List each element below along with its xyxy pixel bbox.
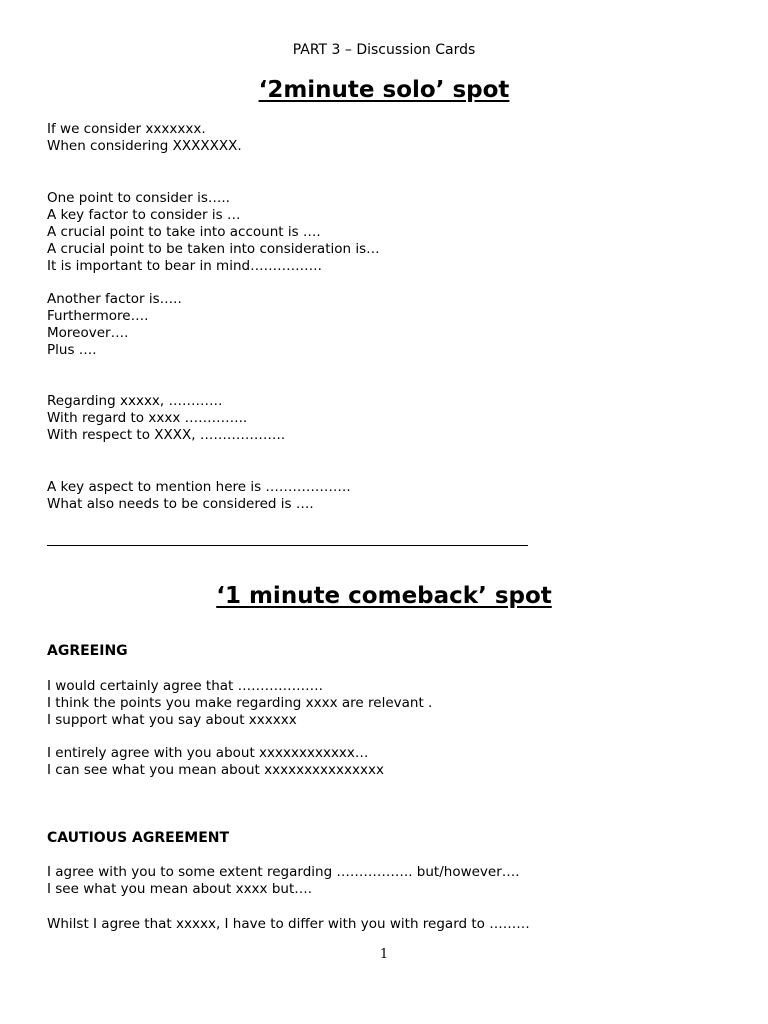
phrase-line: One point to consider is….. bbox=[47, 190, 230, 206]
phrase-line: It is important to bear in mind……………. bbox=[47, 258, 322, 274]
heading-agreeing: AGREEING bbox=[47, 643, 128, 659]
phrase-group bbox=[47, 479, 351, 513]
phrase-line: I support what you say about xxxxxx bbox=[47, 712, 297, 728]
document-header: PART 3 – Discussion Cards bbox=[292, 42, 476, 58]
phrase-group bbox=[47, 745, 384, 779]
phrase-group bbox=[47, 678, 432, 729]
phrase-line: I see what you mean about xxxx but…. bbox=[47, 881, 313, 897]
phrase-line: I would certainly agree that ………………. bbox=[47, 678, 323, 694]
phrase-line: Plus …. bbox=[47, 342, 97, 358]
phrase-line: I can see what you mean about xxxxxxxxxxxxxxx bbox=[47, 762, 384, 778]
phrase-line: What also needs to be considered is …. bbox=[47, 496, 314, 512]
phrase-group bbox=[47, 291, 182, 359]
heading-cautious-agreement: CAUTIOUS AGREEMENT bbox=[47, 830, 230, 846]
phrase-line: A crucial point to be taken into consideration is… bbox=[47, 241, 380, 257]
phrase-line: When considering XXXXXXX. bbox=[47, 138, 242, 154]
section-title-solo: ‘2minute solo’ spot bbox=[258, 77, 510, 103]
phrase-group bbox=[47, 121, 242, 155]
phrase-line: Moreover…. bbox=[47, 325, 129, 341]
page-number: 1 bbox=[379, 947, 389, 962]
section-title-comeback: ‘1 minute comeback’ spot bbox=[216, 583, 552, 609]
phrase-line: Whilst I agree that xxxxx, I have to differ with you with regard to ……… bbox=[47, 916, 530, 932]
phrase-group bbox=[47, 393, 285, 444]
phrase-line: I think the points you make regarding xxxx are relevant . bbox=[47, 695, 433, 711]
phrase-line: With regard to xxxx ………….. bbox=[47, 410, 248, 426]
phrase-group bbox=[47, 864, 520, 898]
phrase-line: A key factor to consider is … bbox=[47, 207, 241, 223]
phrase-line: Furthermore…. bbox=[47, 308, 149, 324]
phrase-line: If we consider xxxxxxx. bbox=[47, 121, 206, 137]
phrase-line: I agree with you to some extent regarding …………….. but/however…. bbox=[47, 864, 520, 880]
phrase-line: With respect to XXXX, ………………. bbox=[47, 427, 286, 443]
phrase-line: A key aspect to mention here is ………………. bbox=[47, 479, 351, 495]
phrase-line: Regarding xxxxx, ………… bbox=[47, 393, 223, 409]
phrase-group bbox=[47, 190, 380, 275]
phrase-line: I entirely agree with you about xxxxxxxxxxxx… bbox=[47, 745, 369, 761]
section-divider bbox=[47, 545, 528, 546]
phrase-line: A crucial point to take into account is …. bbox=[47, 224, 321, 240]
phrase-line: Another factor is….. bbox=[47, 291, 182, 307]
phrase-group bbox=[47, 916, 530, 933]
